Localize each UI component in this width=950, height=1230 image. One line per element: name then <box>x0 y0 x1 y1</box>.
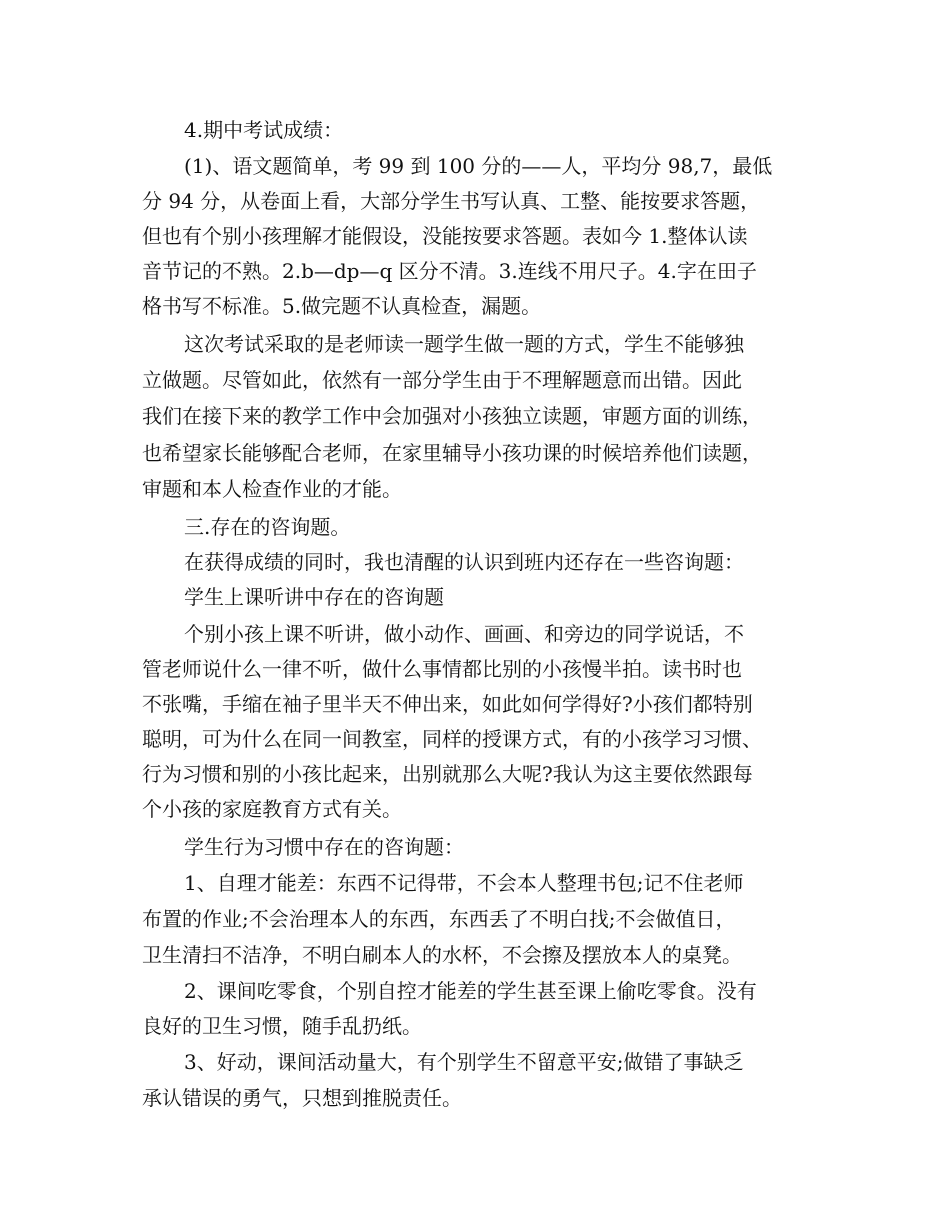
list-item: 2、课间吃零食，个别自控才能差的学生甚至课上偷吃零食。没有 <box>184 979 757 1003</box>
text-line: 我们在接下来的教学工作中会加强对小孩独立读题，审题方面的训练， <box>142 404 762 428</box>
text-line: (1)、语文题简单，考 99 到 100 分的——人，平均分 98,7，最低 <box>184 154 773 178</box>
text-line: 承认错误的勇气，只想到推脱责任。 <box>142 1086 462 1110</box>
text-line: 这次考试采取的是老师读一题学生做一题的方式，学生不能够独 <box>184 332 744 356</box>
text-line: 卫生清扫不洁净，不明白刷本人的水杯，不会擦及摆放本人的桌凳。 <box>142 943 742 967</box>
text-line: 也希望家长能够配合老师，在家里辅导小孩功课的时候培养他们读题， <box>142 441 762 465</box>
text-line: 良好的卫生习惯，随手乱扔纸。 <box>142 1014 422 1038</box>
text-line: 在获得成绩的同时，我也清醒的认识到班内还存在一些咨询题： <box>184 550 744 574</box>
subheading: 学生上课听讲中存在的咨询题 <box>184 585 444 609</box>
text-line: 个小孩的家庭教育方式有关。 <box>142 797 402 821</box>
text-line: 管老师说什么一律不听，做什么事情都比别的小孩慢半拍。读书时也 <box>142 657 742 681</box>
text-line: 不张嘴，手缩在袖子里半天不伸出来，如此如何学得好?小孩们都特别 <box>142 692 753 716</box>
text-line: 立做题。尽管如此，依然有一部分学生由于不理解题意而出错。因此 <box>142 368 742 392</box>
text-line: 4.期中考试成绩： <box>184 118 344 142</box>
text-line: 音节记的不熟。2.b—dp—q 区分不清。3.连线不用尺子。4.字在田子 <box>142 259 757 283</box>
text-line: 聪明，可为什么在同一间教室，同样的授课方式，有的小孩学习习惯、 <box>142 727 762 751</box>
text-line: 布置的作业;不会治理本人的东西，东西丢了不明白找;不会做值日， <box>142 907 736 931</box>
list-item: 3、好动，课间活动量大，有个别学生不留意平安;做错了事缺乏 <box>184 1050 744 1074</box>
text-line: 但也有个别小孩理解才能假设，没能按要求答题。表如今 1.整体认读 <box>142 224 748 248</box>
text-line: 行为习惯和别的小孩比起来，出别就那么大呢?我认为这主要依然跟每 <box>142 762 753 786</box>
list-item: 1、自理才能差：东西不记得带，不会本人整理书包;记不住老师 <box>184 871 744 895</box>
text-line: 格书写不标准。5.做完题不认真检查，漏题。 <box>142 294 542 318</box>
text-line: 审题和本人检查作业的才能。 <box>142 477 402 501</box>
text-line: 分 94 分，从卷面上看，大部分学生书写认真、工整、能按要求答题， <box>142 189 761 213</box>
text-line: 个别小孩上课不听讲，做小动作、画画、和旁边的同学说话，不 <box>184 622 744 646</box>
section-heading: 三.存在的咨询题。 <box>184 515 351 539</box>
subheading: 学生行为习惯中存在的咨询题： <box>184 835 464 859</box>
